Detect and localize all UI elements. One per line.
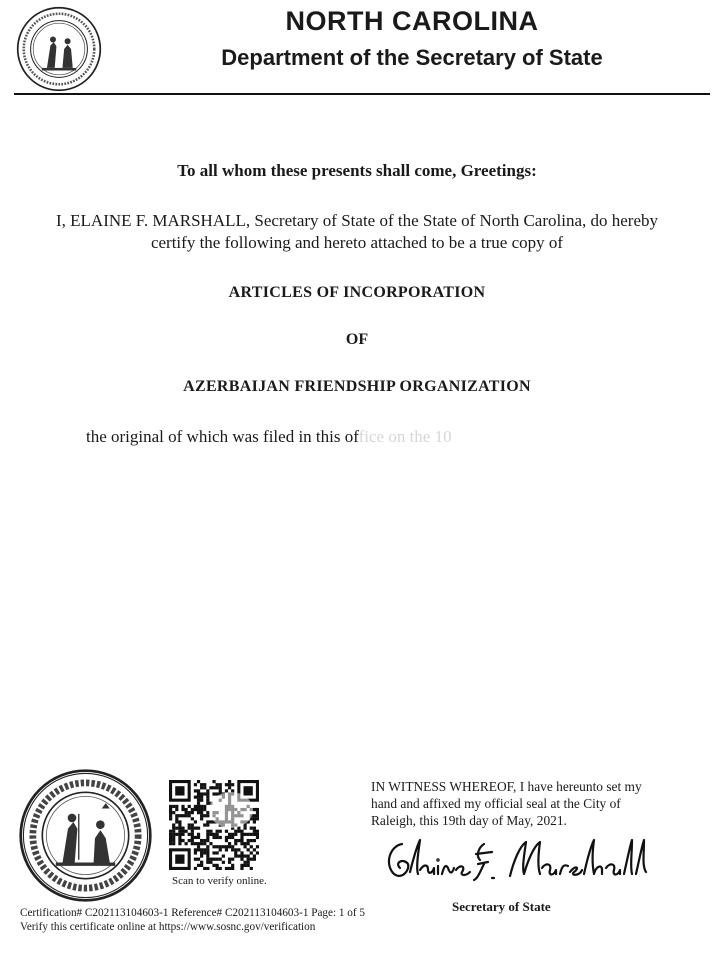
- verification-qr-code[interactable]: [169, 780, 259, 870]
- greeting: To all whom these presents shall come, Greetings:: [177, 161, 537, 180]
- witness-statement: [371, 778, 681, 829]
- organization-name: AZERBAIJAN FRIENDSHIP ORGANIZATION: [183, 378, 531, 395]
- filing-text-faded: fice on the 10: [358, 427, 452, 446]
- certification-statement: [30, 210, 684, 254]
- department-title: Department of the Secretary of State: [221, 45, 603, 70]
- witness-line-3: Raleigh, this 19th day of May, 2021.: [371, 813, 567, 828]
- certification-numbers: Certification# C202113104603-1 Reference# C202113104603-1 Page: 1 of 5: [20, 907, 365, 919]
- filing-statement: [86, 427, 452, 447]
- certify-line-2: certify the following and hereto attached to be a true copy of: [150, 233, 564, 252]
- witness-line-1: IN WITNESS WHEREOF, I have hereunto set my: [371, 779, 642, 794]
- signature-image: [380, 834, 650, 886]
- filing-text: the original of which was filed in this of: [86, 427, 359, 446]
- document-type: ARTICLES OF INCORPORATION: [228, 284, 486, 301]
- signer-title: Secretary of State: [452, 899, 551, 914]
- state-seal-icon: [16, 6, 102, 92]
- verification-url: Verify this certificate online at https://www.sosnc.gov/verification: [20, 921, 316, 933]
- certify-line-1: I, ELAINE F. MARSHALL, Secretary of State of the State of North Carolina, do hereby: [56, 211, 658, 230]
- of-label: OF: [345, 331, 369, 348]
- official-seal-icon: [18, 768, 153, 903]
- header-divider: [14, 93, 710, 95]
- state-title: NORTH CAROLINA: [285, 6, 539, 36]
- witness-line-2: hand and affixed my official seal at the City of: [371, 796, 621, 811]
- scan-label: Scan to verify online.: [172, 875, 267, 887]
